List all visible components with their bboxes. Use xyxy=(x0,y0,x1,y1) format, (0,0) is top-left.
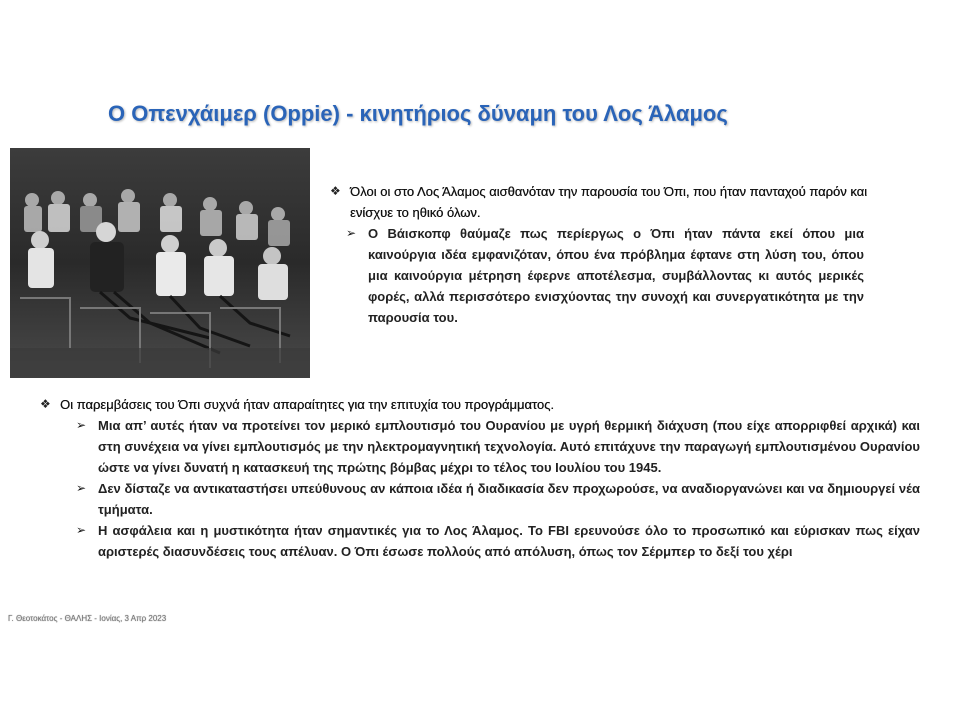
bullet-item xyxy=(330,181,870,223)
sub-bullet-item xyxy=(76,478,920,520)
diamond-bullet-icon: ❖ xyxy=(40,397,51,411)
sub-bullet-item xyxy=(346,223,864,328)
sub-bullet-text: Μια απ’ αυτές ήταν να προτείνει τον μερικό εμπλουτισμό του Ουρανίου με υγρή θερμική διάχυση (που είχε απορριφθεί αρχικά) και στη συνέχεια να γίνει εμπλουτισμός με την ηλεκτρομαγνητική τεχνολογία. Αυτό επιτάχυνε την παραγωγή εμπλουτισμένου Ουρανίου ώστε να γίνει δυνατή η κατασκευή της πρώτης βόμβας μέχρι το τέλος του Ιουλίου του 1945. xyxy=(98,418,920,475)
arrow-bullet-icon: ➢ xyxy=(346,226,357,240)
sub-bullet-text: Η ασφάλεια και η μυστικότητα ήταν σημαντικές για το Λος Άλαμος. Το FBI ερευνούσε όλο το προσωπικό και εύρισκαν πως είχαν αριστερές διασυνδέσεις τους απέλυαν. Ο Όπι έσωσε πολλούς από απόλυση, όπως τον Σέρμπερ το δεξί του χέρι xyxy=(98,523,920,559)
sub-bullet-item xyxy=(76,415,920,478)
right-bullet-list xyxy=(330,181,870,328)
photo-image xyxy=(10,148,310,378)
bullet-text: Όλοι οι στο Λος Άλαμος αισθανόταν την παρουσία του Όπι, που ήταν πανταχού παρόν και ενίσχυε το ηθικό όλων. xyxy=(350,184,868,220)
sub-bullet-item xyxy=(76,520,920,562)
bullet-item xyxy=(40,394,920,415)
arrow-bullet-icon: ➢ xyxy=(76,481,87,495)
sub-bullet-text: Δεν δίσταζε να αντικαταστήσει υπεύθυνους αν κάποια ιδέα ή διαδικασία δεν προχωρούσε, να αναδιοργανώνει και να δημιουργεί νέα τμήματα. xyxy=(98,481,920,517)
bullet-text: Οι παρεμβάσεις του Όπι συχνά ήταν απαραίτητες για την επιτυχία του προγράμματος. xyxy=(60,397,554,412)
arrow-bullet-icon: ➢ xyxy=(76,523,87,537)
audience-photo xyxy=(10,148,310,378)
slide-title: Ο Οπενχάιμερ (Oppie) - κινητήριος δύναμη του Λος Άλαμος xyxy=(108,101,728,126)
sub-bullet-text: Ο Βάισκοπφ θαύμαζε πως περίεργως ο Όπι ήταν πάντα εκεί όπου μια καινούργια ιδέα εμφανιζόταν, όπου ένα πρόβλημα έφτανε στη λύση του, όπου μια καινούργια μέτρηση έφερνε αποτέλεσμα, συμβάλλοντας κι αυτός μερικές φορές, αλλά περισσότερο ενισχύοντας την συνοχή και συνεργατικότητα με την παρουσία του. xyxy=(368,226,864,325)
arrow-bullet-icon: ➢ xyxy=(76,418,87,432)
bottom-bullet-list xyxy=(40,394,920,562)
slide-footer: Γ. Θεοτοκάτος - ΘΑΛΗΣ - Ιονίας, 3 Απρ 2023 xyxy=(8,614,167,623)
diamond-bullet-icon: ❖ xyxy=(330,184,341,198)
